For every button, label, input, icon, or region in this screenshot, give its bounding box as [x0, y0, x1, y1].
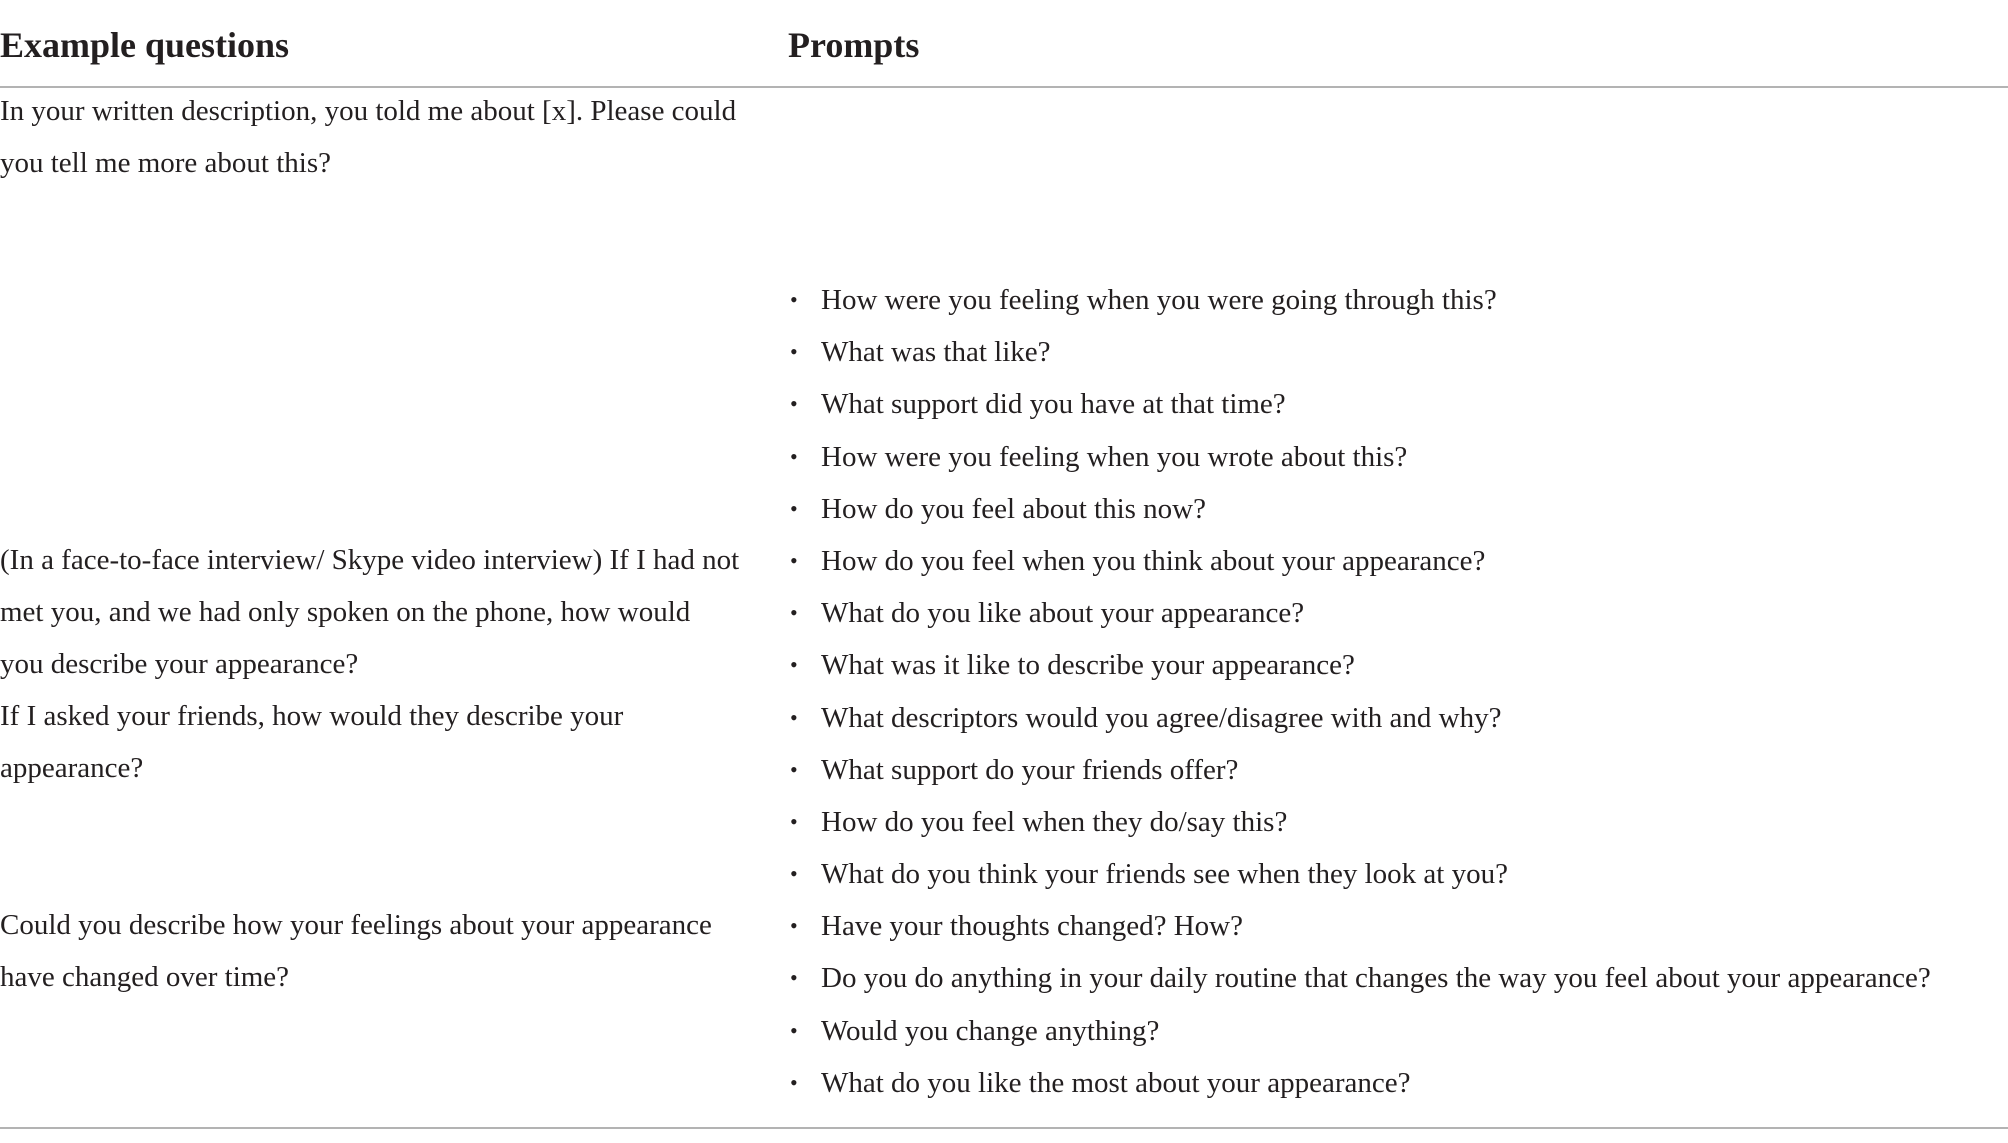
question-3-line-1: If I asked your friends, how would they describe your: [0, 700, 624, 732]
question-3: [0, 690, 760, 794]
prompt-item: [788, 639, 1988, 691]
bullet-icon: •: [790, 913, 798, 939]
bullet-icon: •: [790, 1069, 798, 1095]
header-prompts: Prompts: [788, 25, 920, 65]
prompt-item: [788, 900, 1988, 952]
prompt-text: What do you think your friends see when they look at you?: [821, 858, 1508, 891]
prompt-item: [788, 378, 1988, 430]
question-1-line-1: In your written description, you told me about [x]. Please could: [0, 95, 737, 127]
prompt-item: [788, 1057, 1988, 1109]
prompt-item: [788, 692, 1988, 744]
prompt-item: [788, 744, 1988, 796]
prompt-text: How were you feeling when you wrote about this?: [821, 440, 1408, 473]
bullet-icon: •: [790, 547, 798, 573]
question-1: [0, 85, 760, 189]
prompt-item: [788, 1005, 1988, 1057]
prompt-text: What was that like?: [821, 336, 1051, 369]
bullet-icon: •: [790, 339, 798, 365]
prompt-item: [788, 326, 1988, 378]
prompt-text: What support do your friends offer?: [821, 753, 1239, 786]
table-bottom-rule: [0, 1127, 2008, 1129]
bullet-icon: •: [790, 652, 798, 678]
bullet-icon: •: [790, 600, 798, 626]
prompt-text: How were you feeling when you were going through this?: [821, 284, 1497, 316]
prompt-text: What was it like to describe your appearance?: [821, 649, 1355, 682]
prompt-text: What descriptors would you agree/disagree with and why?: [821, 701, 1502, 734]
prompt-item: [788, 796, 1988, 848]
bullet-icon: •: [790, 443, 798, 469]
bullet-icon: •: [790, 704, 798, 730]
bullet-icon: •: [790, 756, 798, 782]
prompt-item: [788, 274, 1988, 326]
prompt-text: Would you change anything?: [821, 1014, 1160, 1047]
prompt-item: [788, 535, 1988, 587]
prompts-list: [788, 274, 1988, 1109]
question-1-line-2: you tell me more about this?: [0, 147, 332, 179]
bullet-icon: •: [790, 808, 798, 834]
question-2-line-1: (In a face-to-face interview/ Skype video interview) If I had not: [0, 544, 740, 576]
prompt-item: [788, 431, 1988, 483]
prompt-text: How do you feel about this now?: [821, 492, 1206, 525]
question-2-line-2: met you, and we had only spoken on the phone, how would: [0, 596, 691, 628]
prompt-text: Have your thoughts changed? How?: [821, 910, 1243, 943]
header-example-questions: Example questions: [0, 25, 290, 65]
question-3-line-2: appearance?: [0, 752, 144, 784]
bullet-icon: •: [790, 495, 798, 521]
prompt-item: [788, 483, 1988, 535]
prompt-text: How do you feel when they do/say this?: [821, 805, 1288, 838]
prompt-item: [788, 848, 1988, 900]
prompt-text: Do you do anything in your daily routine that changes the way you feel about your appearance?: [821, 962, 1931, 995]
bullet-icon: •: [790, 1017, 798, 1043]
prompt-item: [788, 952, 1988, 1004]
question-4: [0, 899, 760, 1003]
question-4-line-1: Could you describe how your feelings about your appearance: [0, 909, 712, 941]
prompt-text: How do you feel when you think about your appearance?: [821, 544, 1486, 577]
prompt-text: What do you like about your appearance?: [821, 597, 1305, 630]
bullet-icon: •: [790, 861, 798, 887]
bullet-icon: •: [790, 965, 798, 991]
question-4-line-2: have changed over time?: [0, 961, 290, 993]
question-2: [0, 534, 760, 690]
prompt-text: What support did you have at that time?: [821, 388, 1286, 421]
prompt-item: [788, 587, 1988, 639]
prompt-text: What do you like the most about your appearance?: [821, 1066, 1411, 1099]
bullet-icon: •: [790, 287, 798, 312]
question-2-line-3: you describe your appearance?: [0, 648, 359, 680]
bullet-icon: •: [790, 391, 798, 417]
